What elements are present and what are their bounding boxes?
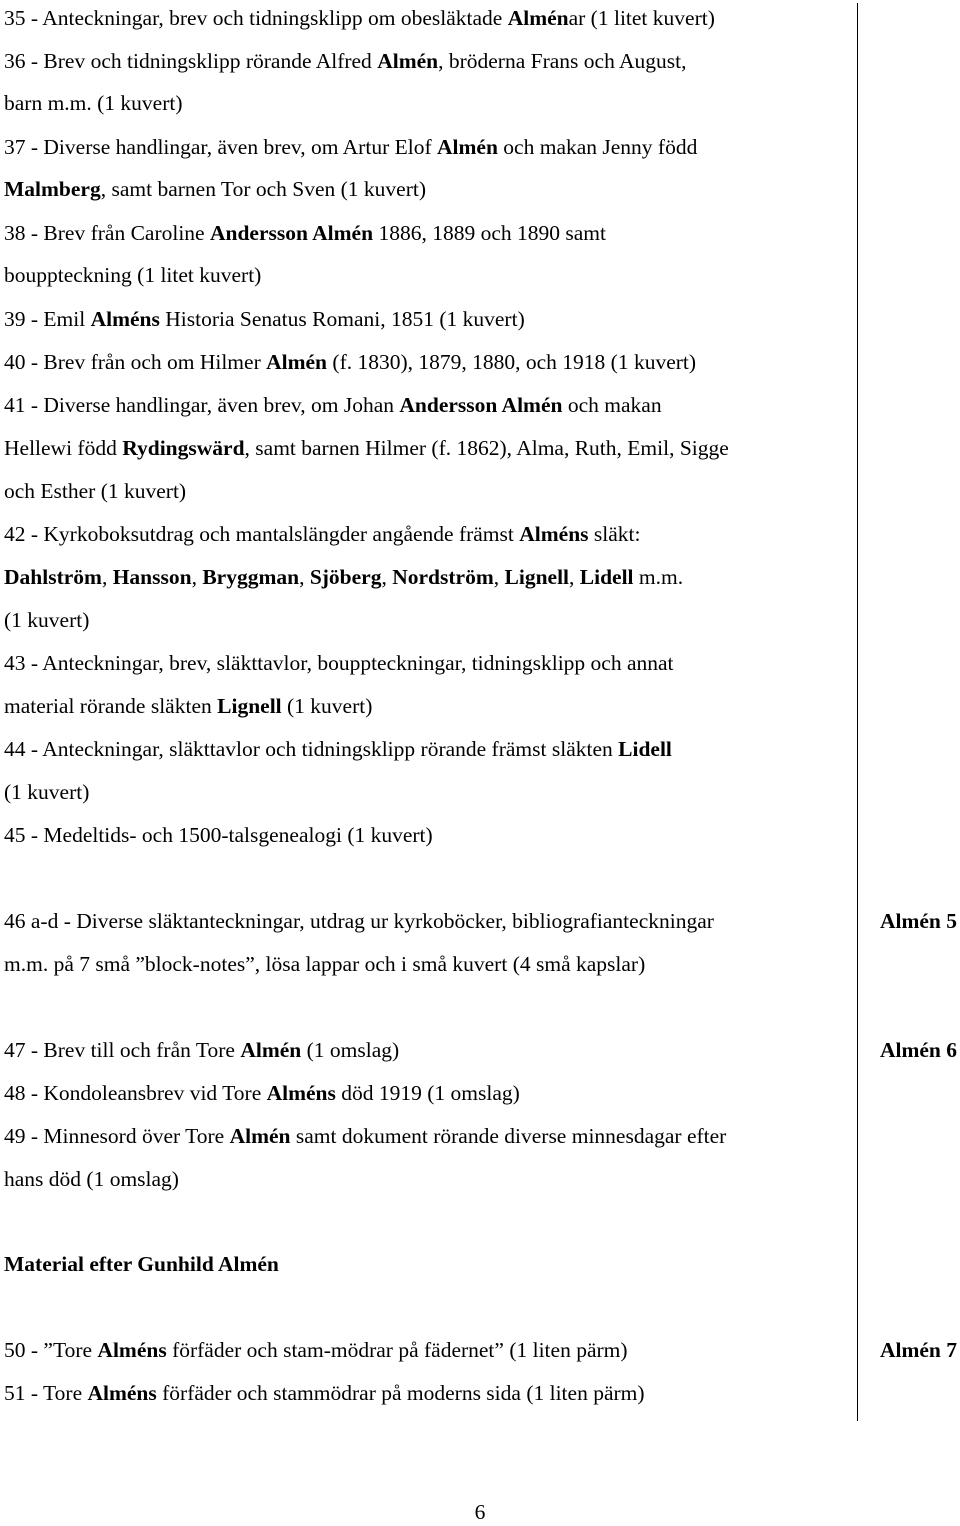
bold-name: Alméns (90, 307, 160, 331)
text-segment: , samt barnen Hilmer (f. 1862), Alma, Ruth, Emil, Sigge (244, 436, 729, 460)
text-segment: hans död (1 omslag) (4, 1167, 179, 1191)
text-segment: , (191, 565, 203, 589)
bold-name: Alméns (97, 1338, 167, 1362)
text-line (4, 608, 89, 632)
text-segment: m.m. på 7 små ”block-notes”, lösa lappar och i små kuvert (4 små kapslar) (4, 952, 646, 976)
bold-name: Bryggman (202, 565, 300, 589)
text-segment: och Esther (1 kuvert) (4, 479, 187, 503)
bold-name: Lignell (217, 694, 282, 718)
bold-name: Alméns (266, 1081, 336, 1105)
text-line (4, 823, 433, 847)
text-segment: , (493, 565, 505, 589)
bold-name: Almén (229, 1124, 291, 1148)
text-line (4, 694, 372, 718)
text-segment: 36 - Brev och tidningsklipp rörande Alfred (4, 49, 378, 73)
text-segment: barn m.m. (1 kuvert) (4, 91, 183, 115)
text-segment: 1886, 1889 och 1890 samt (373, 221, 606, 245)
text-segment: 50 - ”Tore (4, 1338, 98, 1362)
text-segment: 40 - Brev från och om Hilmer (4, 350, 267, 374)
text-line (4, 436, 729, 460)
bold-name: Almén (437, 135, 498, 159)
text-segment: 39 - Emil (4, 307, 91, 331)
bold-name: Lidell (618, 737, 672, 761)
text-segment: , samt barnen Tor och Sven (1 kuvert) (100, 177, 427, 201)
bold-name: Almén (507, 6, 569, 30)
text-segment: 43 - Anteckningar, brev, släkttavlor, bouppteckningar, tidningsklipp och annat (4, 651, 674, 675)
text-segment: 37 - Diverse handlingar, även brev, om Artur Elof (4, 135, 437, 159)
text-line (4, 651, 674, 675)
box-label: Almén 7 (879, 1338, 957, 1362)
text-line (4, 49, 687, 73)
text-line (4, 263, 261, 287)
text-segment: släkt: (588, 522, 641, 546)
bold-name: Almén (377, 49, 439, 73)
text-line (4, 177, 426, 201)
text-segment: samt dokument rörande diverse minnesdagar efter (290, 1124, 727, 1148)
bold-name: Alméns (519, 522, 589, 546)
text-segment: Hellewi född (4, 436, 123, 460)
bold-name: Almén (266, 350, 328, 374)
text-line (4, 393, 662, 417)
text-line (4, 522, 641, 546)
text-line (4, 221, 606, 245)
text-segment: 45 - Medeltids- och 1500-talsgenealogi (1 kuvert) (4, 823, 433, 847)
text-line (4, 952, 645, 976)
bold-name: Material efter Gunhild Almén (4, 1252, 279, 1276)
box-label: Almén 5 (879, 909, 957, 933)
bold-name: Lidell (579, 565, 634, 589)
text-segment: förfäder och stam-mödrar på fädernet” (1 liten pärm) (166, 1338, 628, 1362)
text-line (4, 1124, 726, 1148)
text-line (4, 6, 715, 30)
text-segment: förfäder och stammödrar på moderns sida (1 liten pärm) (156, 1381, 645, 1405)
text-segment: 46 a-d - Diverse släktanteckningar, utdrag ur kyrkoböcker, bibliografianteckningar (4, 909, 714, 933)
page-number: 6 (474, 1500, 486, 1524)
text-segment: , bröderna Frans och August, (438, 49, 687, 73)
bold-name: Almén (240, 1038, 302, 1062)
text-line (4, 1167, 179, 1191)
bold-name: Rydingswärd (122, 436, 245, 460)
column-divider (857, 3, 858, 1421)
text-line (4, 1381, 645, 1405)
bold-name: Alméns (87, 1381, 157, 1405)
text-segment: , (299, 565, 310, 589)
text-segment: Historia Senatus Romani, 1851 (1 kuvert) (159, 307, 525, 331)
bold-name: Andersson Almén (399, 393, 563, 417)
text-line (4, 1081, 520, 1105)
text-segment: 51 - Tore (4, 1381, 88, 1405)
text-segment: 48 - Kondoleansbrev vid Tore (4, 1081, 267, 1105)
text-segment: och makan Jenny född (497, 135, 698, 159)
text-segment: död 1919 (1 omslag) (335, 1081, 520, 1105)
text-segment: 41 - Diverse handlingar, även brev, om Johan (4, 393, 400, 417)
text-segment: 35 - Anteckningar, brev och tidningsklipp om obesläktade (4, 6, 508, 30)
text-segment: 44 - Anteckningar, släkttavlor och tidningsklipp rörande främst släkten (4, 737, 619, 761)
bold-name: Lignell (504, 565, 570, 589)
bold-name: Nordström (392, 565, 494, 589)
text-line (4, 91, 183, 115)
bold-name: Hansson (112, 565, 192, 589)
bold-name: Dahlström (4, 565, 102, 589)
text-line (4, 1252, 279, 1276)
text-line (4, 780, 89, 804)
bold-name: Sjöberg (309, 565, 382, 589)
text-segment: (1 kuvert) (281, 694, 373, 718)
bold-name: Malmberg (4, 177, 101, 201)
text-line (4, 565, 683, 589)
text-segment: m.m. (633, 565, 684, 589)
text-segment: 49 - Minnesord över Tore (4, 1124, 230, 1148)
text-line (4, 479, 186, 503)
text-line (4, 909, 714, 933)
text-segment: material rörande släkten (4, 694, 218, 718)
text-line (4, 350, 696, 374)
text-line (4, 1338, 628, 1362)
text-segment: bouppteckning (1 litet kuvert) (4, 263, 262, 287)
text-segment: 38 - Brev från Caroline (4, 221, 210, 245)
text-segment: , (101, 565, 113, 589)
text-line (4, 1038, 399, 1062)
text-segment: 47 - Brev till och från Tore (4, 1038, 241, 1062)
box-label: Almén 6 (879, 1038, 957, 1062)
text-line (4, 307, 525, 331)
text-segment: ar (1 litet kuvert) (568, 6, 715, 30)
text-segment: , (381, 565, 393, 589)
text-line (4, 135, 697, 159)
bold-name: Andersson Almén (209, 221, 374, 245)
text-segment: (f. 1830), 1879, 1880, och 1918 (1 kuvert) (327, 350, 697, 374)
text-line (4, 737, 672, 761)
text-segment: 42 - Kyrkoboksutdrag och mantalslängder angående främst (4, 522, 520, 546)
text-segment: , (569, 565, 580, 589)
text-segment: (1 kuvert) (4, 780, 90, 804)
text-segment: och makan (562, 393, 662, 417)
text-segment: (1 kuvert) (4, 608, 90, 632)
text-segment: (1 omslag) (301, 1038, 400, 1062)
